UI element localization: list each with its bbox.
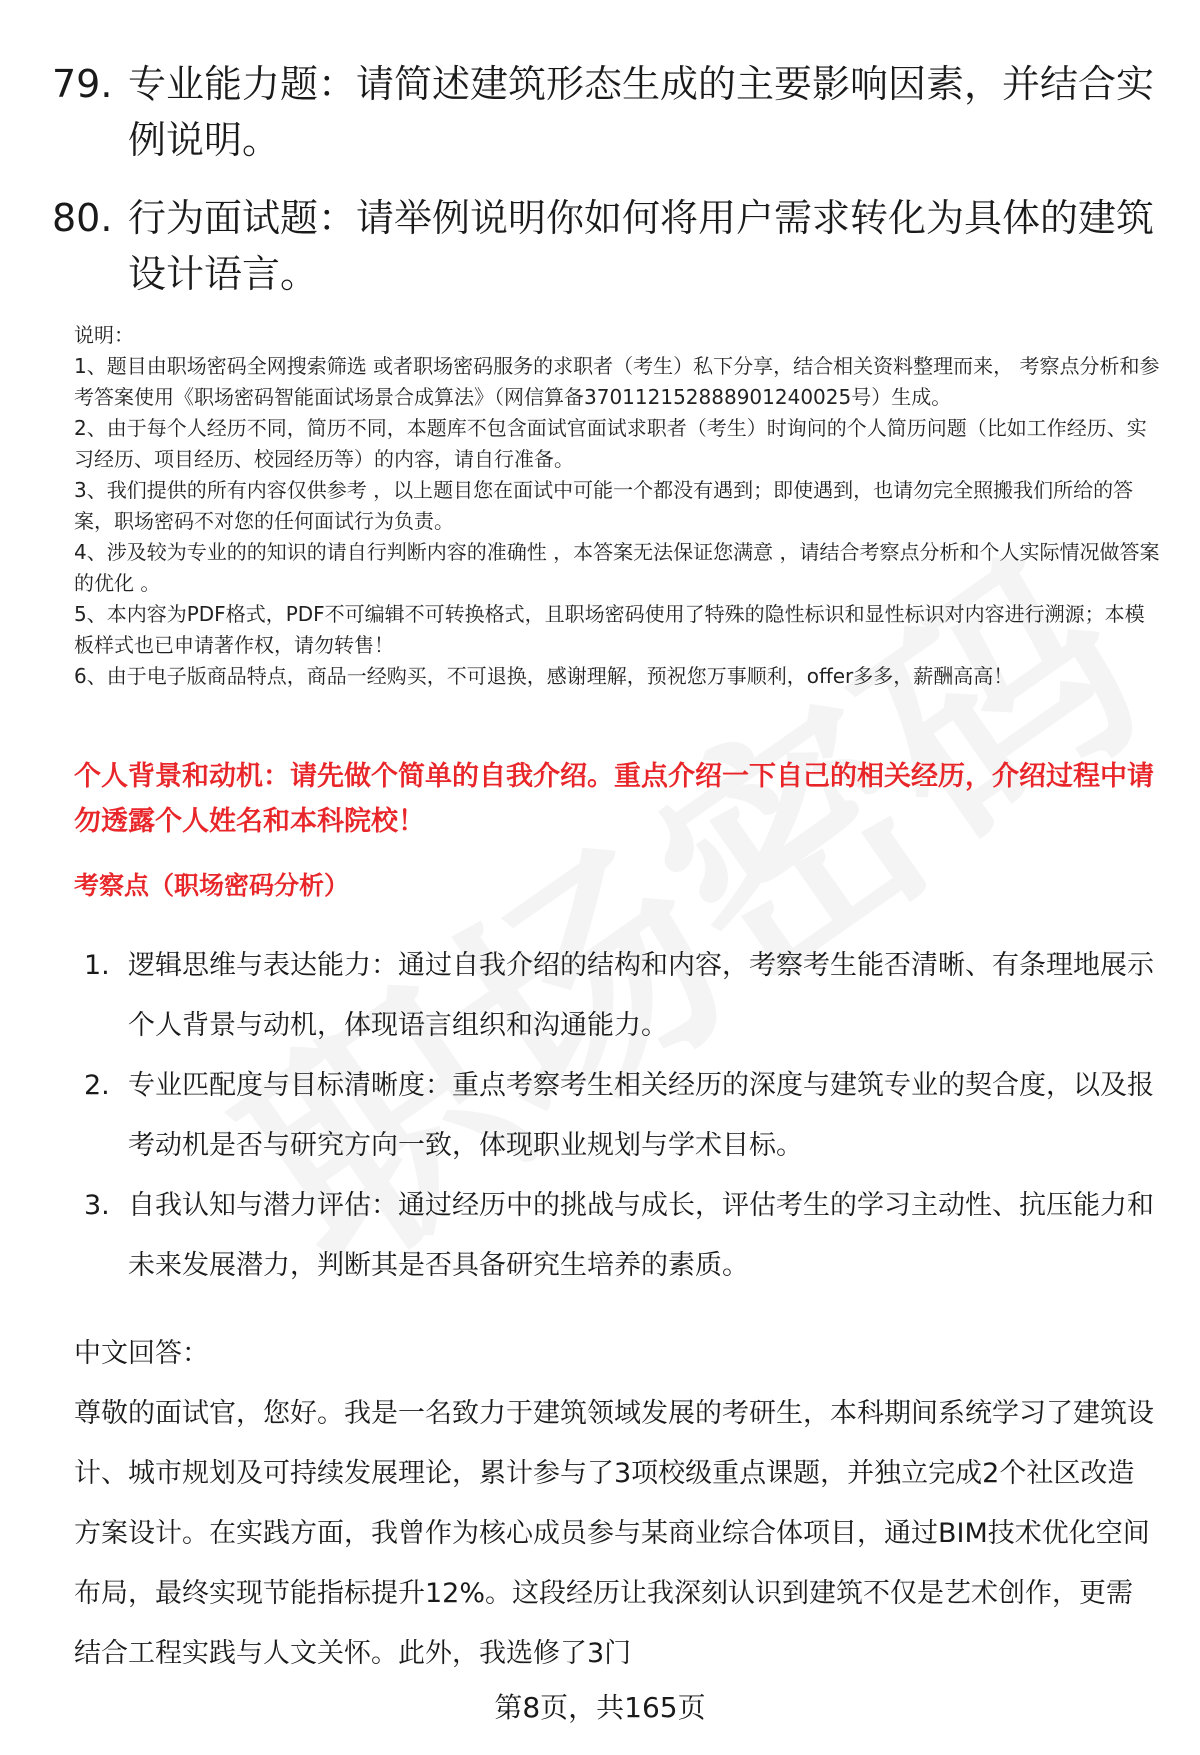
section-title: 个人背景和动机：请先做个简单的自我介绍。重点介绍一下自己的相关经历，介绍过程中请勿透露个人姓名和本科院校！ (74, 761, 1154, 837)
list-item-number: 2. (84, 1070, 110, 1101)
question-number: 79. (52, 62, 113, 106)
note-item-5: 5、本内容为PDF格式，PDF不可编辑不可转换格式，且职场密码使用了特殊的隐性标识和显性标识对内容进行溯源；本模板样式也已申请著作权，请勿转售！ (74, 602, 1145, 657)
question-80 (52, 190, 1162, 302)
note-item-1: 1、题目由职场密码全网搜索筛选 或者职场密码服务的求职者（考生）私下分享，结合相关资料整理而来， 考察点分析和参考答案使用《职场密码智能面试场景合成算法》（网信算备370112152888901240025号）生成。 (74, 354, 1160, 409)
list-item-number: 1. (84, 950, 110, 981)
section-subtitle: 考察点（职场密码分析） (74, 871, 350, 900)
page-footer: 第8页，共165页 (494, 1691, 706, 1724)
list-item-text: 逻辑思维与表达能力：通过自我介绍的结构和内容，考察考生能否清晰、有条理地展示个人背景与动机，体现语言组织和沟通能力。 (128, 950, 1154, 1041)
list-item (84, 1176, 1164, 1296)
answer-text: 尊敬的面试官，您好。我是一名致力于建筑领域发展的考研生，本科期间系统学习了建筑设计、城市规划及可持续发展理论，累计参与了3项校级重点课题，并独立完成2个社区改造方案设计。在实践方面，我曾作为核心成员参与某商业综合体项目，通过BIM技术优化空间布局，最终实现节能指标提升12%。这段经历让我深刻认识到建筑不仅是艺术创作，更需结合工程实践与人文关怀。此外，我选修了3门 (74, 1398, 1154, 1669)
list-item (84, 936, 1164, 1056)
question-text: 行为面试题：请举例说明你如何将用户需求转化为具体的建筑设计语言。 (128, 196, 1155, 296)
list-item-text: 自我认知与潜力评估：通过经历中的挑战与成长，评估考生的学习主动性、抗压能力和未来发展潜力，判断其是否具备研究生培养的素质。 (128, 1190, 1154, 1281)
list-item (84, 1056, 1164, 1176)
assessment-points (84, 936, 1164, 1296)
notes-heading: 说明： (74, 323, 134, 347)
list-item-text: 专业匹配度与目标清晰度：重点考察考生相关经历的深度与建筑专业的契合度，以及报考动机是否与研究方向一致，体现职业规划与学术目标。 (128, 1070, 1154, 1161)
note-item-6: 6、由于电子版商品特点，商品一经购买，不可退换，感谢理解，预祝您万事顺利，offer多多，薪酬高高！ (74, 664, 1014, 688)
note-item-3: 3、我们提供的所有内容仅供参考 ，以上题目您在面试中可能一个都没有遇到；即使遇到，也请勿完全照搬我们所给的答案，职场密码不对您的任何面试行为负责。 (74, 478, 1134, 533)
question-number: 80. (52, 196, 113, 240)
notes-section (74, 320, 1164, 692)
question-text: 专业能力题：请简述建筑形态生成的主要影响因素，并结合实例说明。 (128, 62, 1155, 162)
note-item-4: 4、涉及较为专业的的知识的请自行判断内容的准确性 ，本答案无法保证您满意 ，请结合考察点分析和个人实际情况做答案的优化 。 (74, 540, 1160, 595)
note-item-2: 2、由于每个人经历不同，简历不同，本题库不包含面试官面试求职者（考生）时询问的个人简历问题（比如工作经历、实习经历、项目经历、校园经历等）的内容，请自行准备。 (74, 416, 1147, 471)
question-79 (52, 56, 1162, 168)
answer-label: 中文回答： (74, 1338, 209, 1369)
list-item-number: 3. (84, 1190, 110, 1221)
